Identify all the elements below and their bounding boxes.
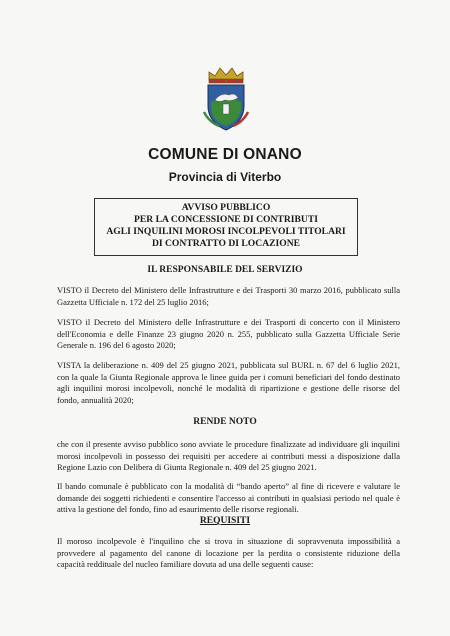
paragraph-line: VISTA la deliberazione n. 409 del 25 giugno 2021, pubblicata sul BURL n. 67 del 6 luglio 2021, — [57, 360, 400, 370]
coat-of-arms-icon — [201, 64, 251, 132]
paragraph-visto-1 — [57, 285, 400, 308]
paragraph-line: VISTO il Decreto del Ministero delle Infrastrutture e dei Trasporti 30 marzo 2016, pubblicato sulla — [57, 285, 400, 295]
page-title: COMUNE DI ONANO — [148, 146, 302, 163]
paragraph-line: VISTO il Decreto del Ministero delle Infrastrutture e dei Trasporti di concerto con il Ministero — [57, 317, 400, 327]
section-heading-requisiti: REQUISITI — [199, 516, 251, 526]
paragraph-line: capacità reddituale del nucleo familiare dovuta ad una delle seguenti cause: — [57, 559, 314, 569]
paragraph-vista — [57, 360, 400, 406]
paragraph-line: Il bando comunale è pubblicato con la modalità di “bando aperto” al fine di ricevere e valutare le — [57, 481, 400, 491]
paragraph-line: domande dei soggetti richiedenti e consentire l'accesso ai contributi in qualsiasi periodo nel quale è — [57, 492, 400, 503]
notice-title-line: DI CONTRATTO DI LOCAZIONE — [151, 238, 301, 249]
notice-title-box — [94, 198, 358, 256]
paragraph-requisiti — [57, 536, 400, 571]
page-subtitle: Provincia di Viterbo — [168, 170, 282, 184]
paragraph-line: Regione Lazio con Delibera di Giunta Regionale n. 409 del 25 giugno 2021. — [57, 462, 317, 472]
paragraph-line: Il moroso incolpevole è l'inquilino che si trova in situazione di sopravvenuta impossibilità a — [57, 536, 400, 546]
paragraph-rende-2 — [57, 481, 400, 516]
paragraph-line: dell'Economia e delle Finanze 23 giugno 2020 n. 255, pubblicato sulla Gazzetta Ufficiale Serie — [57, 328, 400, 339]
notice-title-line: AGLI INQUILINI MOROSI INCOLPEVOLI TITOLARI — [106, 226, 346, 237]
paragraph-line: Generale n. 196 del 6 agosto 2020; — [57, 340, 176, 350]
paragraph-line: agli inquilini morosi incolpevoli, nonché le modalità di ripartizione e gestione delle risorse del — [57, 383, 400, 393]
paragraph-line: attiva la gestione del fondo, fino ad esaurimento delle risorse regionali. — [57, 504, 299, 514]
notice-title-line: PER LA CONCESSIONE DI CONTRIBUTI — [134, 214, 318, 225]
paragraph-visto-2 — [57, 317, 400, 352]
paragraph-line: fondo, annualità 2020; — [57, 394, 134, 405]
paragraph-line: con la quale la Giunta Regionale approva le linee guida per i comuni beneficiari del fondo destinato — [57, 371, 400, 382]
section-heading-responsabile: IL RESPONSABILE DEL SERVIZIO — [147, 265, 303, 275]
paragraph-rende-1 — [57, 439, 400, 474]
notice-title-line: AVVISO PUBBLICO — [181, 202, 271, 213]
paragraph-line: morosi incolpevoli in possesso dei requisiti per accedere ai contributi messi a disposizione dalla — [57, 450, 400, 461]
section-heading-rende-noto: RENDE NOTO — [193, 417, 257, 427]
paragraph-line: provvedere al pagamento del canone di locazione per la perdita o consistente riduzione della — [57, 547, 400, 558]
paragraph-line: Gazzetta Ufficiale n. 172 del 25 luglio 2016; — [57, 296, 209, 307]
paragraph-line: che con il presente avviso pubblico sono avviate le procedure finalizzate ad individuare gli inquilini — [57, 439, 400, 449]
